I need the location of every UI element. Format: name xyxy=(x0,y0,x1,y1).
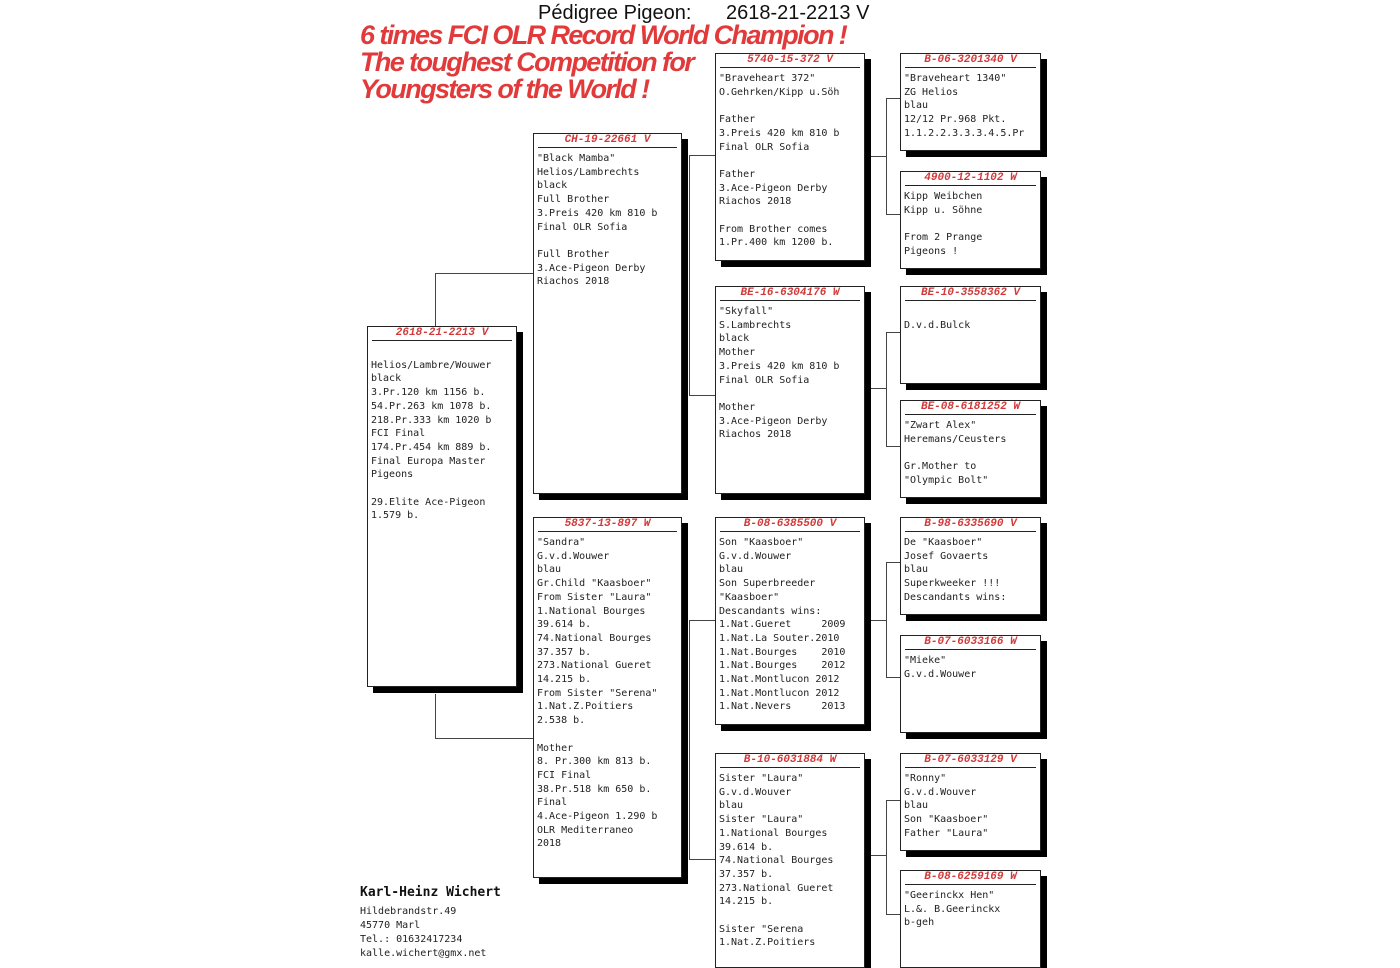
pigeon-details: "Geerinckx Hen" L.&. B.Geerinckx b-geh xyxy=(904,890,1001,929)
ring-number: CH-19-22661 V xyxy=(538,134,677,148)
connector-line xyxy=(886,677,901,678)
header-ring-number: 2618-21-2213 V xyxy=(726,2,870,24)
pigeon-details: De "Kaasboer" Josef Govaerts blau Superkweeker !!! Descandants wins: xyxy=(904,537,1007,603)
pigeon-details: "Braveheart 1340" ZG Helios blau 12/12 Pr.968 Pkt. 1.1.2.2.3.3.3.4.5.Pr xyxy=(904,73,1025,139)
ring-number: B-07-6033166 W xyxy=(905,636,1036,650)
connector-line xyxy=(886,800,887,915)
connector-line xyxy=(689,620,716,621)
connector-line xyxy=(886,914,901,915)
connector-line xyxy=(689,155,690,396)
connector-line xyxy=(871,855,886,856)
pigeon-card-paternal-grandmother[interactable] xyxy=(715,286,865,494)
ring-number: 2618-21-2213 V xyxy=(372,327,512,341)
pigeon-details: D.v.d.Bulck xyxy=(904,319,971,331)
pigeon-details: Son "Kaasboer" G.v.d.Wouwer blau Son Superbreeder "Kaasboer" Descandants wins: 1.Nat.Gueret 2009 1.Nat.La Souter.2010 1.Nat.Bourges 2010 1.Nat.Bourges 2012 1.Nat.Montlucon 2012 1.Nat.Montlucon 2012 1.Nat.Nevers 2013 xyxy=(719,537,846,713)
breeder-name: Karl-Heinz Wichert xyxy=(360,885,501,900)
pigeon-details: "Black Mamba" Helios/Lambrechts black Full Brother 3.Preis 420 km 810 b Final OLR Sofia Full Brother 3.Ace-Pigeon Derby Riachos 2018 xyxy=(537,153,658,288)
pigeon-details: "Skyfall" S.Lambrechts black Mother 3.Preis 420 km 810 b Final OLR Sofia Mother 3.Ace-Pigeon Derby Riachos 2018 xyxy=(719,306,840,441)
ring-number: BE-10-3558362 V xyxy=(905,287,1036,301)
breeder-street: Hildebrandstr.49 xyxy=(360,906,457,917)
connector-line xyxy=(886,332,887,447)
ring-number: B-10-6031884 W xyxy=(720,754,860,768)
slogan-line-1: 6 times FCI OLR Record World Champion ! xyxy=(360,20,847,50)
ring-number: BE-08-6181252 W xyxy=(905,401,1036,415)
ring-number: B-98-6335690 V xyxy=(905,518,1036,532)
connector-line xyxy=(435,694,436,738)
pigeon-card-ggp-2[interactable] xyxy=(900,171,1041,269)
connector-line xyxy=(689,395,716,396)
pigeon-card-ggp-5[interactable] xyxy=(900,517,1041,615)
pigeon-card-ggp-6[interactable] xyxy=(900,635,1041,733)
pigeon-details: "Braveheart 372" O.Gehrken/Kipp u.Söh Father 3.Preis 420 km 810 b Final OLR Sofia Father 3.Ace-Pigeon Derby Riachos 2018 From Brother comes 1.Pr.400 km 1200 b. xyxy=(719,73,840,249)
ring-number: B-07-6033129 V xyxy=(905,754,1036,768)
breeder-city: 45770 Marl xyxy=(360,920,421,931)
pigeon-card-maternal-grandmother[interactable] xyxy=(715,753,865,968)
pigeon-card-father[interactable] xyxy=(533,133,682,494)
connector-line xyxy=(689,859,716,860)
pigeon-details: Kipp Weibchen Kipp u. Söhne From 2 Prange Pigeons ! xyxy=(904,191,983,257)
connector-line xyxy=(435,738,534,739)
pigeon-details: "Sandra" G.v.d.Wouwer blau Gr.Child "Kaasboer" From Sister "Laura" 1.National Bourges 39.614 b. 74.National Bourges 37.357 b. 273.National Gueret 14.215 b. From Sister "Serena" 1.Nat.Z.Poitiers 2.538 b. Mother 8. Pr.300 km 813 b. FCI Final 38.Pr.518 km 650 b. Final 4.Ace-Pigeon 1.290 b OLR Mediterraneo 2018 xyxy=(537,537,658,850)
pigeon-card-subject[interactable] xyxy=(367,326,517,687)
connector-line xyxy=(435,273,436,327)
pigeon-card-mother[interactable] xyxy=(533,517,682,878)
connector-line xyxy=(871,388,886,389)
connector-line xyxy=(689,155,716,156)
connector-line xyxy=(886,98,887,215)
pigeon-details: "Ronny" G.v.d.Wouver blau Son "Kaasboer" Father "Laura" xyxy=(904,773,989,839)
ring-number: B-08-6385500 V xyxy=(720,518,860,532)
connector-line xyxy=(886,332,901,333)
ring-number: 5740-15-372 V xyxy=(720,54,860,68)
ring-number: 4900-12-1102 W xyxy=(905,172,1036,186)
connector-line xyxy=(435,273,534,274)
connector-line xyxy=(886,214,901,215)
connector-line xyxy=(886,562,887,678)
pigeon-details: Sister "Laura" G.v.d.Wouver blau Sister "Laura" 1.National Bourges 39.614 b. 74.National Bourges 37.357 b. 273.National Gueret 14.215 b. Sister "Serena 1.Nat.Z.Poitiers xyxy=(719,773,834,949)
pigeon-details: Helios/Lambre/Wouwer black 3.Pr.120 km 1156 b. 54.Pr.263 km 1078 b. 218.Pr.333 km 1020 b FCI Final 174.Pr.454 km 889 b. Final Europa Master Pigeons 29.Elite Ace-Pigeon 1.579 b. xyxy=(371,359,492,522)
pigeon-card-ggp-3[interactable] xyxy=(900,286,1041,384)
connector-line xyxy=(886,562,901,563)
pigeon-details: "Mieke" G.v.d.Wouwer xyxy=(904,655,977,680)
breeder-phone: Tel.: 01632417234 xyxy=(360,934,463,945)
ring-number: B-06-3201340 V xyxy=(905,54,1036,68)
pigeon-card-maternal-grandfather[interactable] xyxy=(715,517,865,725)
connector-line xyxy=(886,446,901,447)
ring-number: B-08-6259169 W xyxy=(905,871,1036,885)
pigeon-card-ggp-4[interactable] xyxy=(900,400,1041,498)
pigeon-card-ggp-1[interactable] xyxy=(900,53,1041,151)
pigeon-card-paternal-grandfather[interactable] xyxy=(715,53,865,261)
ring-number: BE-16-6304176 W xyxy=(720,287,860,301)
connector-line xyxy=(886,98,901,99)
connector-line xyxy=(886,800,901,801)
connector-line xyxy=(871,156,886,157)
connector-line xyxy=(871,620,886,621)
slogan-line-3: Youngsters of the World ! xyxy=(360,74,649,104)
breeder-email[interactable]: kalle.wichert@gmx.net xyxy=(360,948,487,959)
page-title: Pédigree Pigeon: xyxy=(538,2,692,24)
pigeon-details: "Zwart Alex" Heremans/Ceusters Gr.Mother to "Olympic Bolt" xyxy=(904,420,1007,486)
ring-number: 5837-13-897 W xyxy=(538,518,677,532)
pigeon-card-ggp-7[interactable] xyxy=(900,753,1041,851)
connector-line xyxy=(689,620,690,860)
slogan-line-2: The toughest Competition for xyxy=(360,47,694,77)
pigeon-card-ggp-8[interactable] xyxy=(900,870,1041,968)
